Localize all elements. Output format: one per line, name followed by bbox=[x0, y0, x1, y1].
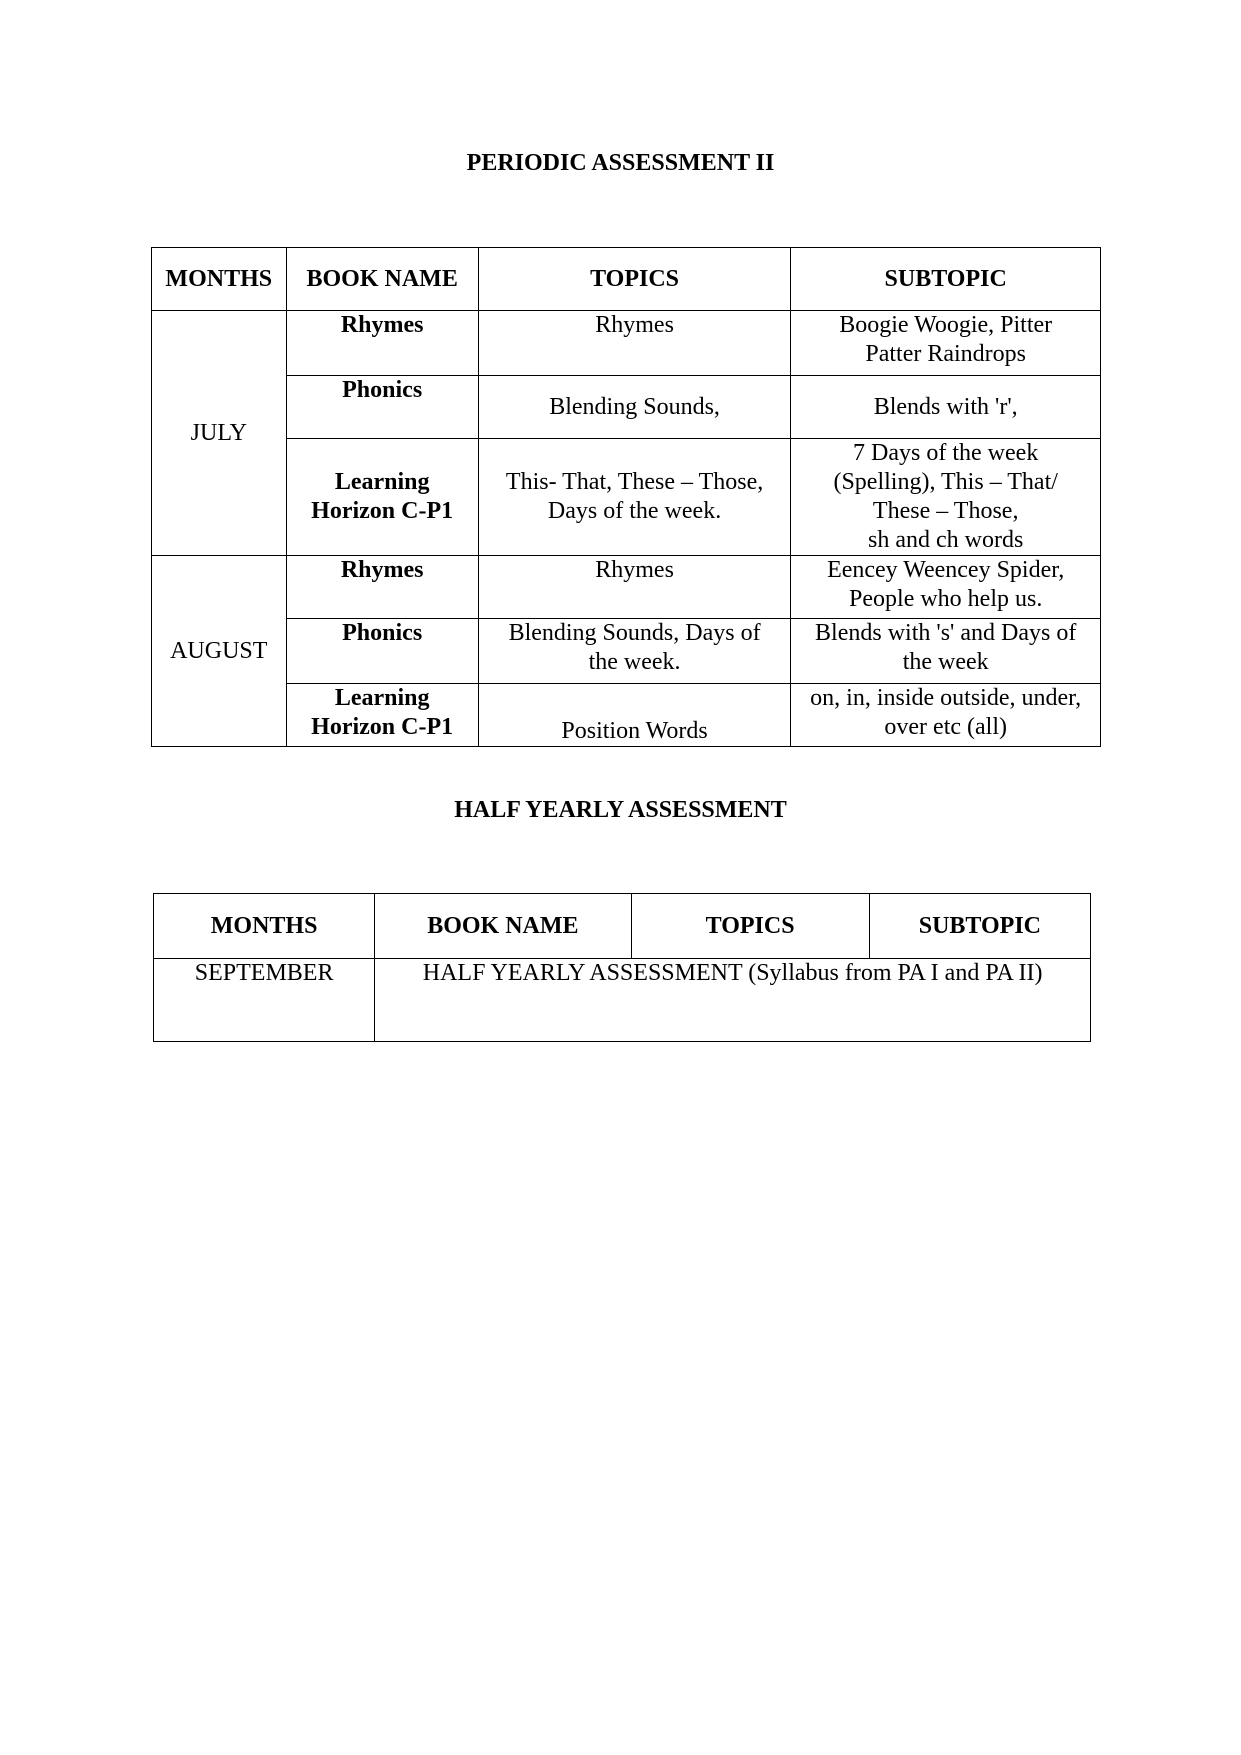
table-row bbox=[152, 684, 1101, 747]
header-subtopic: SUBTOPIC bbox=[791, 248, 1101, 311]
subtopic-cell bbox=[791, 684, 1101, 747]
subtopic-line: 7 Days of the week bbox=[853, 440, 1039, 466]
topic-line: Blending Sounds, Days of bbox=[508, 620, 761, 646]
book-cell: Phonics bbox=[286, 619, 478, 684]
subtopic-line: People who help us. bbox=[849, 586, 1043, 612]
subtopic-line: (Spelling), This – That/ bbox=[833, 469, 1058, 495]
table-row bbox=[152, 376, 1101, 439]
table-header-row bbox=[152, 248, 1101, 311]
subtopic-line: on, in, inside outside, under, bbox=[810, 685, 1082, 711]
book-line: Horizon C-P1 bbox=[311, 714, 454, 740]
header-topics: TOPICS bbox=[478, 248, 791, 311]
topic-line: the week. bbox=[588, 649, 681, 675]
table-row bbox=[154, 959, 1091, 1042]
topic-line: This- That, These – Those, bbox=[505, 469, 764, 495]
subtopic-cell: Blends with 'r', bbox=[791, 376, 1101, 439]
subtopic-cell bbox=[791, 439, 1101, 556]
subtopic-line: the week bbox=[902, 649, 989, 675]
month-cell-september: SEPTEMBER bbox=[154, 959, 375, 1042]
subtopic-cell bbox=[791, 619, 1101, 684]
book-line: Horizon C-P1 bbox=[311, 498, 454, 524]
header-book-name: BOOK NAME bbox=[375, 894, 631, 959]
subtopic-line: Eencey Weencey Spider, bbox=[827, 557, 1065, 583]
table-row bbox=[152, 439, 1101, 556]
book-cell: Rhymes bbox=[286, 556, 478, 619]
header-book-name: BOOK NAME bbox=[286, 248, 478, 311]
periodic-assessment-table bbox=[151, 247, 1101, 747]
subtopic-line: over etc (all) bbox=[884, 714, 1007, 740]
subtopic-line: Boogie Woogie, Pitter bbox=[839, 312, 1053, 338]
book-cell: Rhymes bbox=[286, 311, 478, 376]
subtopic-cell bbox=[791, 556, 1101, 619]
month-cell-july: JULY bbox=[152, 311, 287, 556]
topic-line: Days of the week. bbox=[547, 498, 722, 524]
header-subtopic: SUBTOPIC bbox=[869, 894, 1090, 959]
half-yearly-content-cell: HALF YEARLY ASSESSMENT (Syllabus from PA I and PA II) bbox=[375, 959, 1091, 1042]
table-row bbox=[152, 311, 1101, 376]
table-row bbox=[152, 619, 1101, 684]
subtopic-line: sh and ch words bbox=[868, 527, 1024, 553]
book-cell: Phonics bbox=[286, 376, 478, 439]
topic-cell: Rhymes bbox=[478, 311, 791, 376]
topic-cell bbox=[478, 619, 791, 684]
subtopic-line: These – Those, bbox=[872, 498, 1019, 524]
topic-cell: Position Words bbox=[478, 684, 791, 747]
subtopic-cell bbox=[791, 311, 1101, 376]
table-header-row bbox=[154, 894, 1091, 959]
table-row bbox=[152, 556, 1101, 619]
subtopic-line: Patter Raindrops bbox=[865, 341, 1026, 367]
topic-cell: Rhymes bbox=[478, 556, 791, 619]
header-months: MONTHS bbox=[154, 894, 375, 959]
book-line: Learning bbox=[334, 685, 430, 711]
book-line: Learning bbox=[334, 469, 430, 495]
half-yearly-table bbox=[153, 893, 1091, 1042]
topic-cell bbox=[478, 439, 791, 556]
topic-cell: Blending Sounds, bbox=[478, 376, 791, 439]
header-topics: TOPICS bbox=[631, 894, 869, 959]
book-cell bbox=[286, 439, 478, 556]
month-cell-august: AUGUST bbox=[152, 556, 287, 747]
header-months: MONTHS bbox=[152, 248, 287, 311]
periodic-assessment-title: PERIODIC ASSESSMENT II bbox=[466, 150, 775, 176]
half-yearly-assessment-title: HALF YEARLY ASSESSMENT bbox=[454, 797, 787, 823]
subtopic-line: Blends with 's' and Days of bbox=[815, 620, 1077, 646]
book-cell bbox=[286, 684, 478, 747]
